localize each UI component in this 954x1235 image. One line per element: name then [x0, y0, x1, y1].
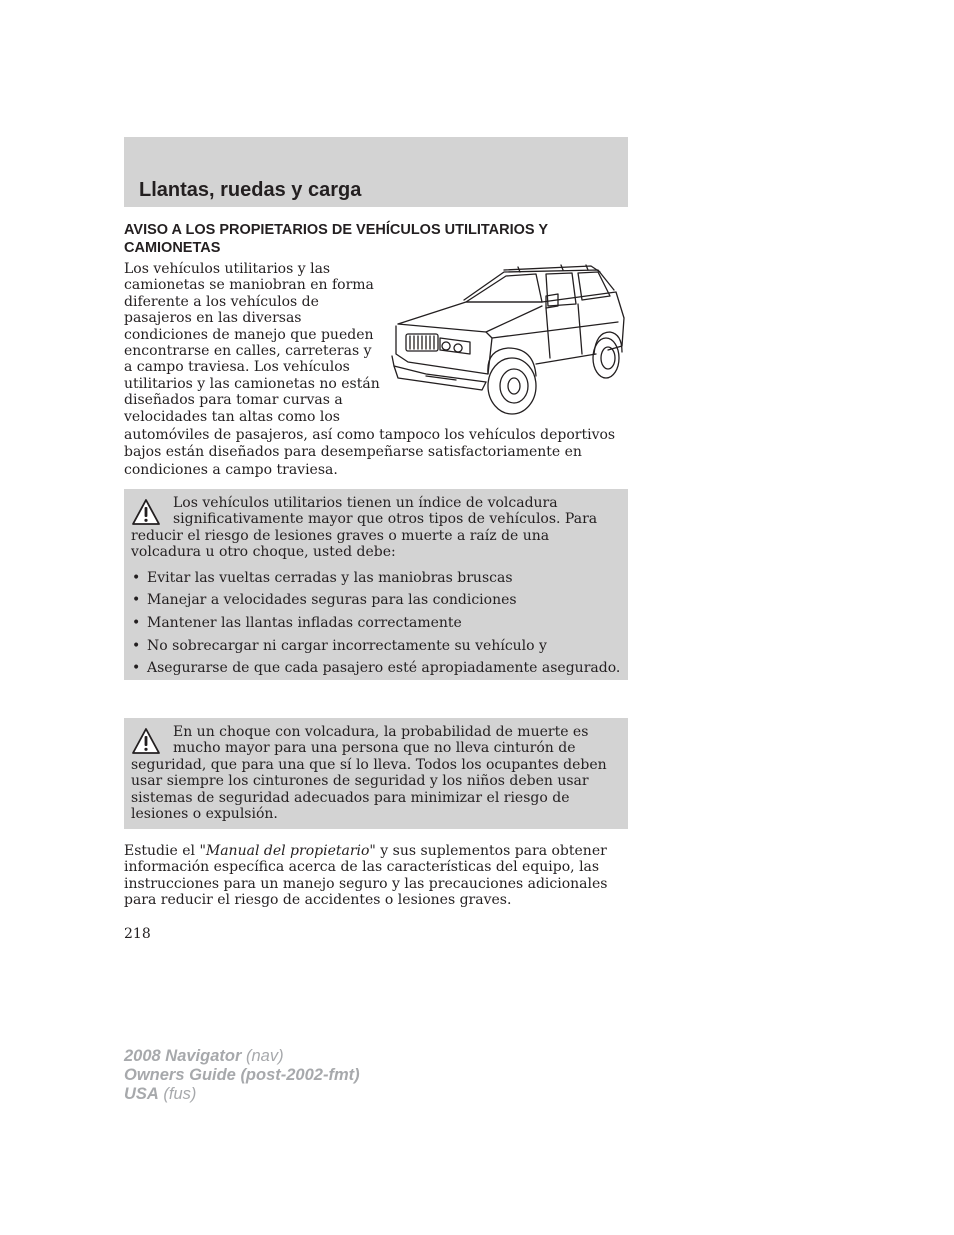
intro-paragraph-part2: automóviles de pasajeros, así como tampoco los vehículos deportivos bajos están diseñados para desempeñarse satisfactoriamente en condiciones a campo traviesa. — [124, 427, 616, 478]
list-item: • Evitar las vueltas cerradas y las maniobras bruscas — [132, 569, 513, 586]
suv-illustration — [386, 262, 632, 416]
closing-paragraph: Estudie el "Manual del propietario" y sus suplementos para obtener información específica acerca de las características del equipo, las instrucciones para un manejo seguro y las precauciones adicionales para reducir el riesgo de accidentes o lesiones graves. — [124, 843, 608, 909]
list-item: • Mantener las llantas infladas correctamente — [132, 615, 462, 632]
page-title: Llantas, ruedas y carga — [139, 179, 362, 201]
seatbelt-warning-box — [124, 718, 628, 829]
warning-triangle-icon — [131, 498, 161, 526]
document-footer: 2008 Navigator (nav) Owners Guide (post-2002-fmt) USA (fus) — [124, 1047, 360, 1103]
rollover-warning-box — [124, 489, 628, 680]
manual-title: "Manual del propietario" — [199, 843, 376, 859]
intro-paragraph-part1: Los vehículos utilitarios y las camionetas se maniobran en forma diferente a los vehículos de pasajeros en las diversas condiciones de manejo que pueden encontrarse en calles, carreteras y a campo traviesa. Los vehículos utilitarios y las camionetas no están diseñados para tomar curvas a velocidades tan altas como los — [124, 261, 380, 425]
warning-bullet-list — [131, 567, 620, 681]
list-item: • No sobrecargar ni cargar incorrectamente su vehículo y — [132, 637, 547, 654]
list-item: • Asegurarse de que cada pasajero esté apropiadamente asegurado. — [132, 660, 621, 677]
section-heading: AVISO A LOS PROPIETARIOS DE VEHÍCULOS UTILITARIOS Y CAMIONETAS — [124, 222, 548, 256]
warning-text: En un choque con volcadura, la probabilidad de muerte es mucho mayor para una persona que no lleva cinturón de seguridad, que para una que sí lo lleva. Todos los ocupantes deben usar siempre los cinturones de seguridad y los niños deben usar sistemas de seguridad adecuados para minimizar el riesgo de lesiones o expulsión. — [131, 724, 607, 823]
section-header-band — [124, 137, 628, 207]
list-item: • Manejar a velocidades seguras para las condiciones — [132, 592, 517, 609]
warning-text: Los vehículos utilitarios tienen un índice de volcadura significativamente mayor que otros tipos de vehículos. Para reducir el riesgo de lesiones graves o muerte a raíz de una volcadura u otro choque, usted debe: — [131, 495, 598, 561]
page-number: 218 — [124, 926, 151, 942]
warning-triangle-icon — [131, 727, 161, 755]
